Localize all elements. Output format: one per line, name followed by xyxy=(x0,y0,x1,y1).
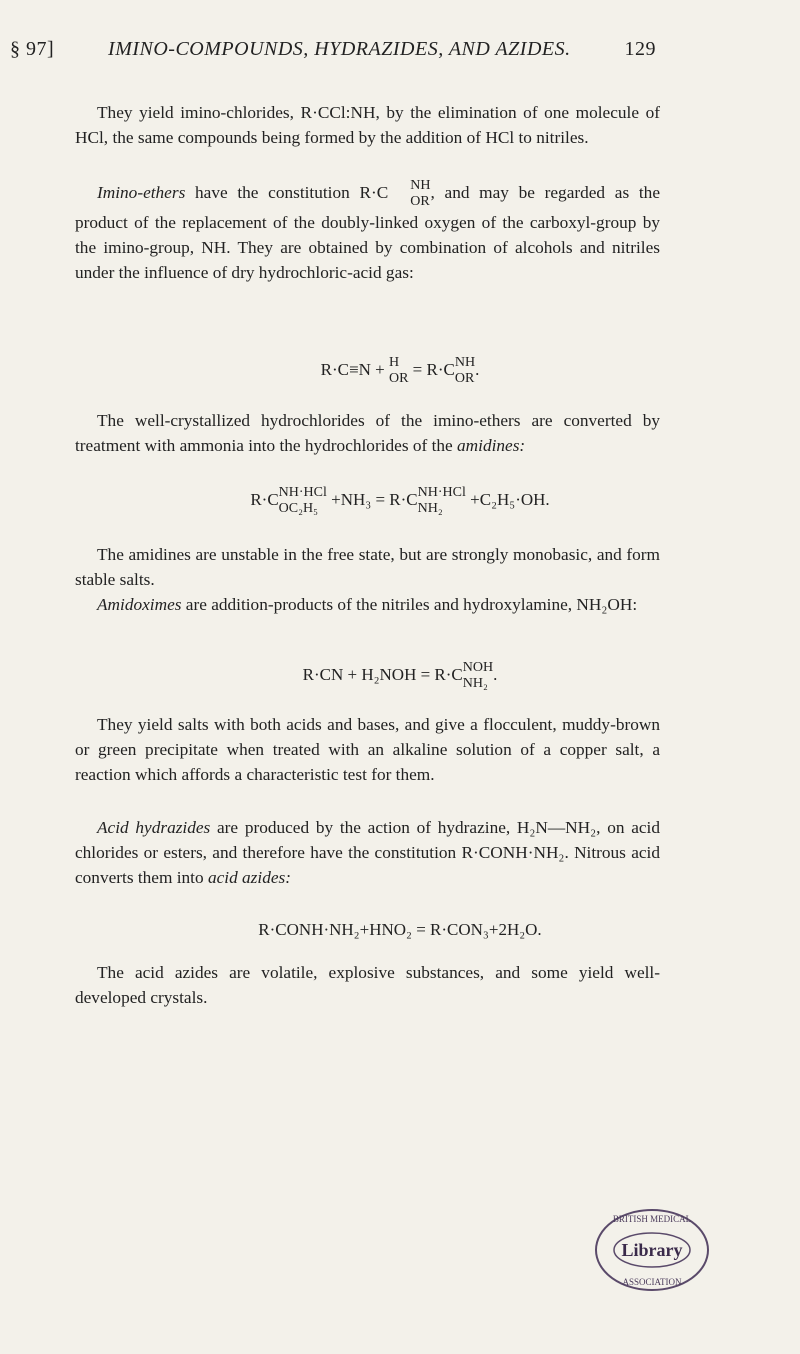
page-header xyxy=(10,38,656,61)
equation-imino-ether-formation: R·C≡N + H OR = R·C NH OR . xyxy=(320,355,480,386)
page-number: 129 xyxy=(624,38,656,60)
library-stamp-seal xyxy=(592,1206,712,1294)
paragraph-copper-test: They yield salts with both acids and bases, and give a flocculent, muddy-brown or green precipitate when treated with an alkaline solution of a copper salt, a reaction which affords a characteristic test for them. xyxy=(75,715,660,784)
paragraph-imino-ethers: Imino-ethers have the constitution R·C NH OR , and may be regarded as the product of the replacement of the doubly-linked oxygen of the carboxyl-group by the imino-group, NH. They are obtained by combination of alcohols and nitriles under the influence of dry hydrochloric-acid gas: xyxy=(75,178,660,282)
svg-text:ASSOCIATION: ASSOCIATION xyxy=(622,1277,682,1287)
library-stamp xyxy=(592,1206,712,1294)
term-imino-ethers: Imino-ethers xyxy=(97,182,186,202)
paragraph-acid-hydrazides: Acid hydrazides are produced by the action of hydrazine, H₂N—NH₂, on acid chlorides or esters, and therefore have the constitution R·CONH·NH₂. Nitrous acid converts them into acid azides: xyxy=(75,818,660,887)
paragraph-imino-chlorides: They yield imino-chlorides, R·CCl:NH, by the elimination of one molecule of HCl, the same compounds being formed by the addition of HCl to nitriles. xyxy=(75,103,660,147)
term-acid-azides: acid azides: xyxy=(207,868,291,887)
equation-amidine-formation: R·C NH·HCl OC₂H₅ +NH₃ = R·C NH·HCl NH₂ +C₂H₅·OH. xyxy=(250,485,550,516)
formula-fraction: NH OR xyxy=(410,178,431,209)
term-acid-hydrazides: Acid hydrazides xyxy=(97,818,211,837)
term-amidoximes: Amidoximes xyxy=(97,595,182,614)
svg-text:Library: Library xyxy=(621,1240,683,1260)
paragraph-amidoximes: Amidoximes are addition-products of the nitriles and hydroxylamine, NH₂OH: xyxy=(97,595,638,614)
equation-azide-formation: R·CONH·NH₂+HNO₂ = R·CON₃+2H₂O. xyxy=(258,920,542,939)
equation-amidoxime: R·CN + H₂NOH = R·C NOH NH₂ . xyxy=(302,660,498,691)
term-amidines: amidines: xyxy=(457,436,526,455)
paragraph-hydrochlorides: The well-crystallized hydrochlorides of the imino-ethers are converted by treatment with ammonia into the hydrochlorides of the amidines: xyxy=(75,411,660,455)
section-number: § 97] xyxy=(10,38,55,60)
svg-text:BRITISH MEDICAL: BRITISH MEDICAL xyxy=(612,1214,692,1224)
paragraph-azides: The acid azides are volatile, explosive substances, and some yield well-developed crystals. xyxy=(75,963,660,1007)
paragraph-amidines: The amidines are unstable in the free state, but are strongly monobasic, and form stable salts. xyxy=(75,545,660,589)
running-title: IMINO-COMPOUNDS, HYDRAZIDES, AND AZIDES. xyxy=(108,38,571,60)
